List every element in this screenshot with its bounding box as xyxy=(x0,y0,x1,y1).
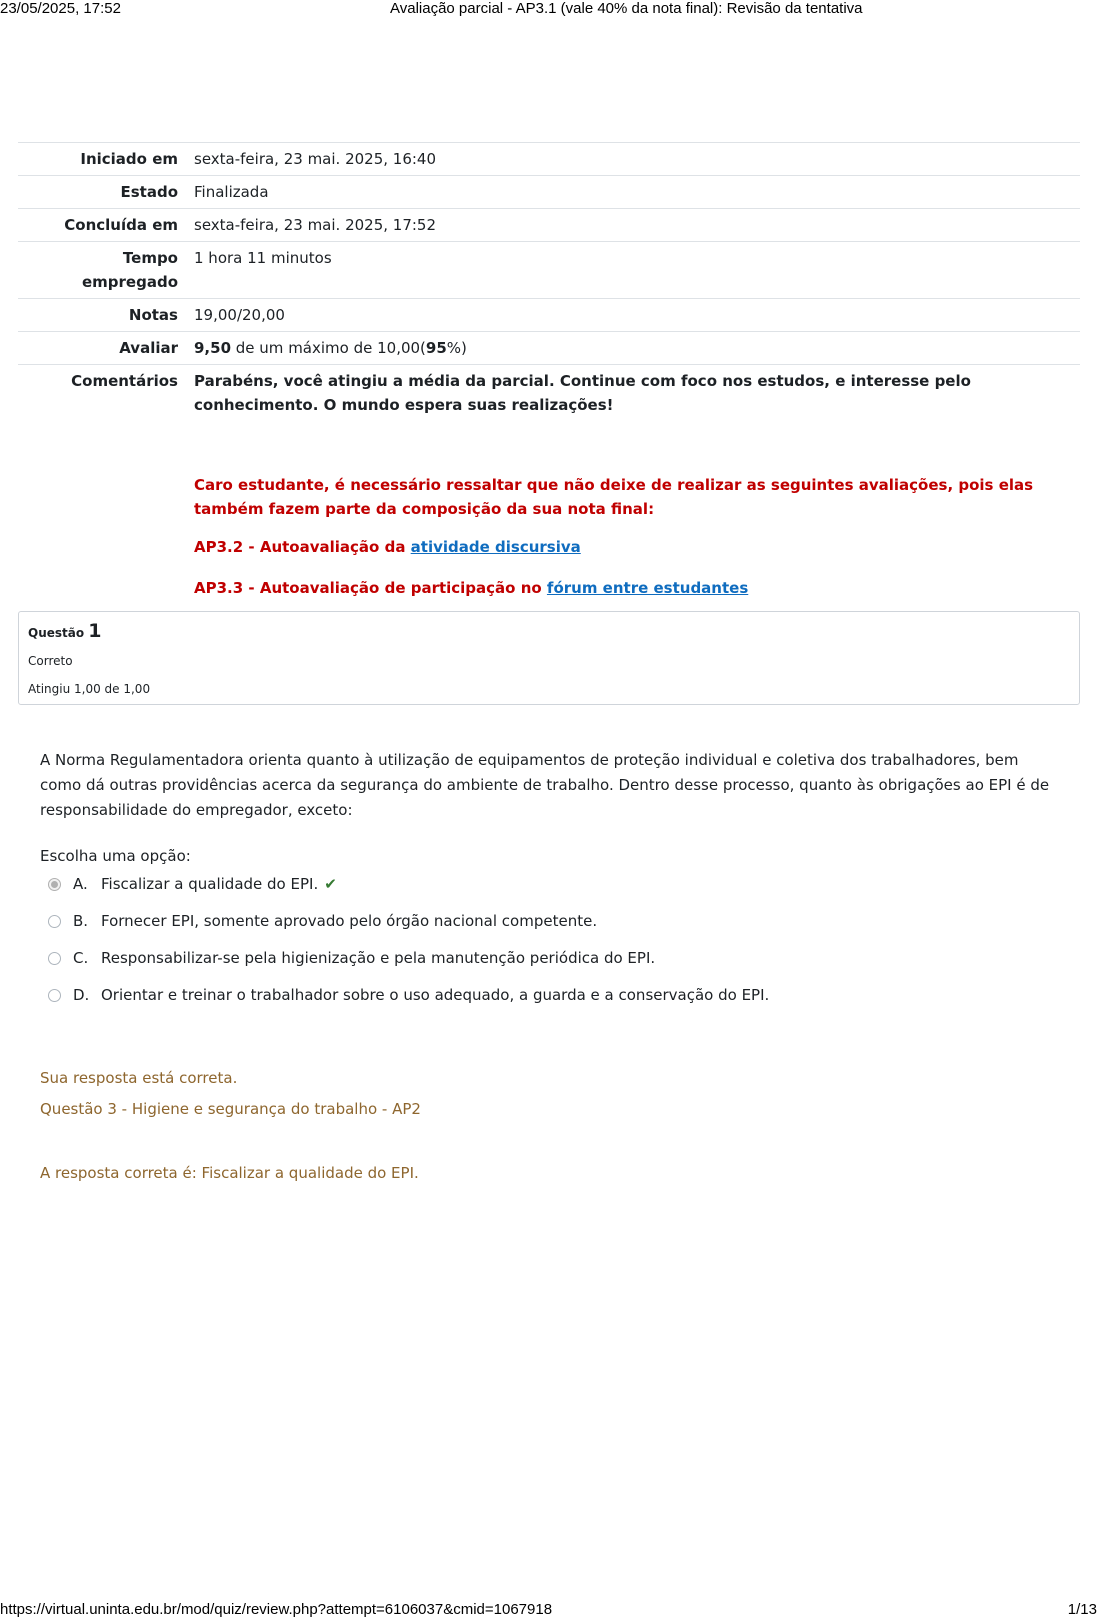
question-grade: Atingiu 1,00 de 1,00 xyxy=(28,682,151,696)
option-d[interactable] xyxy=(48,986,769,1023)
print-page-title: Avaliação parcial - AP3.1 (vale 40% da nota final): Revisão da tentativa xyxy=(390,0,863,17)
ap33-line xyxy=(194,576,1072,600)
ap33-link[interactable]: fórum entre estudantes xyxy=(546,579,749,597)
choose-option-prompt: Escolha uma opção: xyxy=(40,847,191,865)
print-url: https://virtual.uninta.edu.br/mod/quiz/review.php?attempt=6106037&cmid=1067918 xyxy=(0,1601,553,1618)
time-value: 1 hora 11 minutos xyxy=(186,242,1080,299)
grade-value xyxy=(186,332,1080,365)
radio-b[interactable] xyxy=(48,915,61,928)
print-header xyxy=(0,0,1097,18)
question-number-value: 1 xyxy=(88,620,102,642)
feedback-general: Questão 3 - Higiene e segurança do trabalho - AP2 xyxy=(40,1100,421,1118)
option-c-text: Responsabilizar-se pela higienização e pela manutenção periódica do EPI. xyxy=(101,949,656,967)
option-a-text: Fiscalizar a qualidade do EPI. xyxy=(101,875,319,893)
completed-value: sexta-feira, 23 mai. 2025, 17:52 xyxy=(186,209,1080,242)
question-label: Questão xyxy=(28,626,85,640)
summary-row-feedback xyxy=(18,365,1080,605)
ap32-line xyxy=(194,535,1072,559)
feedback-cell xyxy=(186,365,1080,605)
grade-end: %) xyxy=(446,339,467,357)
feedback-correct: Sua resposta está correta. xyxy=(40,1069,238,1087)
summary-row-marks xyxy=(18,299,1080,332)
option-d-letter: D. xyxy=(73,986,90,1004)
time-label-line2: empregado xyxy=(81,273,178,291)
grade-percent: 95 xyxy=(425,339,447,357)
summary-row-time xyxy=(18,242,1080,299)
completed-label: Concluída em xyxy=(18,209,186,242)
print-footer xyxy=(0,1601,1097,1621)
summary-row-state xyxy=(18,176,1080,209)
state-label: Estado xyxy=(18,176,186,209)
grade-label: Avaliar xyxy=(18,332,186,365)
option-a-letter: A. xyxy=(73,875,88,893)
radio-a[interactable] xyxy=(48,878,61,891)
print-datetime: 23/05/2025, 17:52 xyxy=(0,0,121,17)
grade-score: 9,50 xyxy=(194,339,232,357)
radio-d[interactable] xyxy=(48,989,61,1002)
grade-mid: de um máximo de 10,00( xyxy=(231,339,426,357)
started-value: sexta-feira, 23 mai. 2025, 16:40 xyxy=(186,143,1080,176)
right-answer: A resposta correta é: Fiscalizar a qualidade do EPI. xyxy=(40,1164,419,1182)
option-c-letter: C. xyxy=(73,949,89,967)
ap33-prefix: AP3.3 - Autoavaliação de participação no xyxy=(194,579,547,597)
marks-label: Notas xyxy=(18,299,186,332)
correct-check-icon: ✔ xyxy=(324,875,337,893)
question-text: A Norma Regulamentadora orienta quanto à utilização de equipamentos de proteção individual e coletiva dos trabalhadores, bem como dá outras providências acerca da segurança do ambiente de trabalho. Dentro desse processo, quanto às obrigações ao EPI é de responsabilidade do empregador, exceto: xyxy=(40,751,1050,819)
summary-row-grade xyxy=(18,332,1080,365)
marks-value: 19,00/20,00 xyxy=(186,299,1080,332)
feedback-text: Parabéns, você atingiu a média da parcial. Continue com foco nos estudos, e interesse pelo conhecimento. O mundo espera suas realizações! xyxy=(194,372,971,414)
state-value: Finalizada xyxy=(186,176,1080,209)
notice-text: Caro estudante, é necessário ressaltar que não deixe de realizar as seguintes avaliações, pois elas também fazem parte da composição da sua nota final: xyxy=(194,476,1034,518)
ap32-link[interactable]: atividade discursiva xyxy=(410,538,581,556)
radio-c[interactable] xyxy=(48,952,61,965)
summary-row-started xyxy=(18,143,1080,176)
time-label-line1: Tempo xyxy=(122,249,178,267)
question-info-box xyxy=(18,611,1080,705)
question-state: Correto xyxy=(28,654,73,668)
answer-options xyxy=(48,875,769,1023)
attempt-summary-table xyxy=(18,142,1080,604)
option-a[interactable] xyxy=(48,875,769,912)
summary-row-completed xyxy=(18,209,1080,242)
option-c[interactable] xyxy=(48,949,769,986)
option-b[interactable] xyxy=(48,912,769,949)
question-number xyxy=(28,620,102,642)
ap32-prefix: AP3.2 - Autoavaliação da xyxy=(194,538,411,556)
option-b-letter: B. xyxy=(73,912,89,930)
option-b-text: Fornecer EPI, somente aprovado pelo órgão nacional competente. xyxy=(101,912,598,930)
feedback-label: Comentários xyxy=(18,365,186,605)
print-page-number: 1/13 xyxy=(1067,1601,1097,1618)
started-label: Iniciado em xyxy=(18,143,186,176)
option-d-text: Orientar e treinar o trabalhador sobre o uso adequado, a guarda e a conservação do EPI. xyxy=(101,986,770,1004)
time-label xyxy=(18,242,186,299)
